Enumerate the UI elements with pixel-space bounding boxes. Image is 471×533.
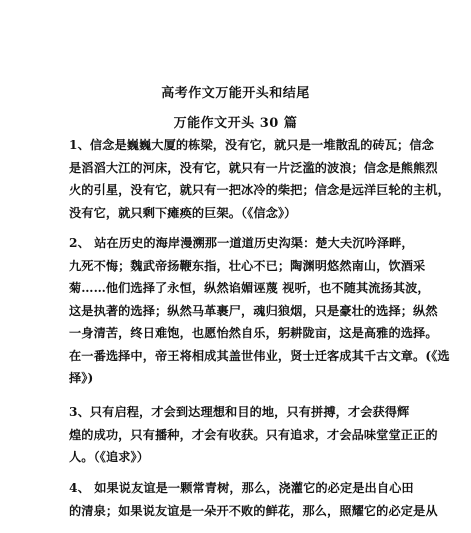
- paragraph-line: 菊……他们选择了永恒，纵然谄媚诬蔑 视听，也不随其流扬其波，: [69, 281, 430, 295]
- paragraph-line: 煌的成功，只有播种，才会有收获。只有追求，才会品味堂堂正正的: [69, 427, 438, 442]
- document-subtitle: 万能作文开头 30 篇: [173, 116, 298, 131]
- paragraph-3: [69, 401, 438, 469]
- paragraph-line: 2、 站在历史的海岸漫溯那一道道历史沟渠：楚大夫沉吟泽畔，: [69, 236, 414, 250]
- paragraph-line: 择》): [69, 371, 94, 385]
- paragraph-2: [69, 232, 450, 390]
- paragraph-line: 是滔滔大江的河床，没有它，就只有一片泛滥的波浪；信念是熊熊烈: [69, 160, 438, 175]
- paragraph-line: 在一番选择中，帝王将相成其盖世伟业，贤士迁客成其千古文章。(《选: [69, 348, 450, 363]
- paragraph-line: 的清泉；如果说友谊是一朵开不败的鲜花，那么，照耀它的必定是从: [69, 503, 438, 518]
- paragraph-line: 1、信念是巍巍大厦的栋梁，没有它，就只是一堆散乱的砖瓦；信念: [69, 138, 434, 152]
- paragraph-line: 人。（《追求》）: [69, 450, 149, 464]
- paragraph-4: [69, 477, 438, 522]
- document-title: 高考作文万能开头和结尾: [161, 86, 310, 101]
- paragraph-line: 这是执著的选择；纵然马革裹尸，魂归狼烟，只是豪壮的选择；纵然: [69, 303, 438, 318]
- paragraph-line: 火的引星，没有它，就只有一把冰冷的柴把；信念是远洋巨轮的主机，: [69, 183, 450, 197]
- paragraph-line: 九死不悔；魏武帝扬鞭东指，壮心不已；陶渊明悠然南山，饮酒采: [69, 258, 426, 273]
- paragraph-line: 3、只有启程，才会到达理想和目的地，只有拼搏，才会获得辉: [69, 405, 410, 419]
- paragraph-line: 一身清苦，终日难饱，也愿怡然自乐，躬耕陇亩，这是高雅的选择。: [69, 326, 438, 340]
- paragraph-line: 没有它，就只剩下瘫痪的巨架。（《信念》）: [69, 205, 297, 220]
- paragraph-1: [69, 134, 450, 224]
- paragraph-line: 4、 如果说友谊是一颗常青树，那么，浇灌它的必定是出自心田: [69, 481, 414, 495]
